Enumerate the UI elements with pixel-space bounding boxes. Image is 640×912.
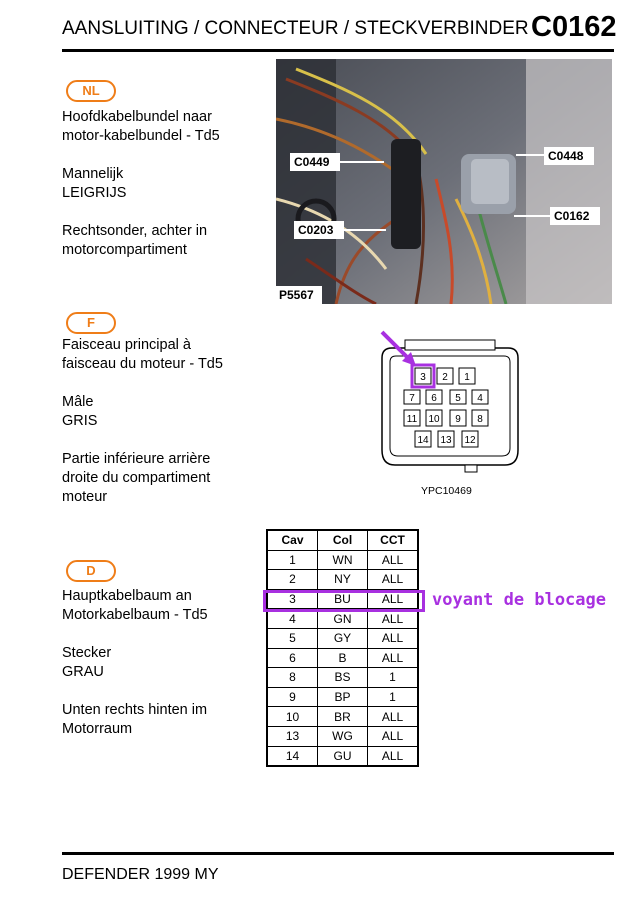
cell-cct: ALL (368, 746, 419, 766)
text-line: faisceau du moteur - Td5 (62, 356, 223, 372)
cell-col: WN (318, 550, 368, 570)
badge-f: F (66, 312, 116, 334)
pin-label: 12 (464, 435, 476, 446)
connector-code: C0162 (531, 11, 617, 43)
cell-cav: 10 (267, 707, 318, 727)
cell-cav: 1 (267, 550, 318, 570)
cell-cav: 4 (267, 609, 318, 629)
footer-text: DEFENDER 1999 MY (62, 866, 219, 883)
cell-cct: ALL (368, 726, 419, 746)
column-header: CCT (368, 530, 419, 550)
text-line: motorcompartiment (62, 242, 187, 258)
pin-label: 2 (442, 372, 448, 383)
text-line: motor-kabelbundel - Td5 (62, 128, 220, 144)
cell-col: GN (318, 609, 368, 629)
cell-cav: 13 (267, 726, 318, 746)
cell-col: BP (318, 687, 368, 707)
cell-col: NY (318, 570, 368, 590)
text-line: Stecker (62, 645, 112, 661)
pin-label: 8 (477, 414, 483, 425)
badge-nl: NL (66, 80, 116, 102)
table-row (267, 648, 418, 668)
cell-cav: 8 (267, 668, 318, 688)
row-highlight (263, 590, 425, 612)
text-line: Hauptkabelbaum an (62, 588, 192, 604)
cell-cct: ALL (368, 707, 419, 727)
pin-label: 10 (428, 414, 440, 425)
page-title: AANSLUITING / CONNECTEUR / STECKVERBINDER (62, 18, 529, 39)
cell-cct: ALL (368, 570, 419, 590)
connector-ref: YPC10469 (421, 485, 472, 497)
pin-label: 11 (406, 414, 418, 425)
pin-label: 6 (431, 393, 437, 404)
text-line: LEIGRIJS (62, 185, 127, 201)
text-line: Unten rechts hinten im (62, 702, 208, 718)
table-row (267, 707, 418, 727)
text-line: Mannelijk (62, 166, 124, 182)
cell-cct: 1 (368, 668, 419, 688)
cell-cct: 1 (368, 687, 419, 707)
connector-face-diagram (380, 330, 520, 490)
footer-rule (62, 852, 614, 855)
callout-label: C0203 (298, 223, 334, 237)
pin-label: 4 (477, 393, 483, 404)
section-d-text (62, 587, 208, 739)
badge-d: D (66, 560, 116, 582)
text-line: Faisceau principal à (62, 337, 191, 353)
pin-table (266, 529, 419, 767)
section-f-text (62, 336, 223, 507)
cell-cav: 2 (267, 570, 318, 590)
pin-label: 9 (455, 414, 461, 425)
cell-cct: ALL (368, 589, 419, 609)
cell-cav: 5 (267, 628, 318, 648)
pin-label: 13 (440, 435, 452, 446)
column-header: Cav (267, 530, 318, 550)
annotation-label: voyant de blocage (432, 590, 606, 610)
pin-label: 14 (417, 435, 429, 446)
cell-col: BU (318, 589, 368, 609)
text-line: Hoofdkabelbundel naar (62, 109, 212, 125)
header-rule (62, 49, 614, 52)
pin-label: 1 (464, 372, 470, 383)
photo-ref: P5567 (279, 288, 314, 302)
callout-label: C0162 (554, 209, 590, 223)
cell-cct: ALL (368, 609, 419, 629)
text-line: moteur (62, 489, 108, 505)
text-line: Motorraum (62, 721, 133, 737)
pin-label: 7 (409, 393, 415, 404)
cell-col: GY (318, 628, 368, 648)
section-nl-text (62, 108, 220, 260)
callout-label: C0448 (548, 149, 584, 163)
cell-col: BR (318, 707, 368, 727)
cell-cav: 9 (267, 687, 318, 707)
cell-cav: 14 (267, 746, 318, 766)
callout-label: C0449 (294, 155, 330, 169)
cell-col: BS (318, 668, 368, 688)
text-line: Rechtsonder, achter in (62, 223, 208, 239)
pin-label: 5 (455, 393, 461, 404)
table-row (267, 746, 418, 766)
cell-col: GU (318, 746, 368, 766)
text-line: GRAU (62, 664, 104, 680)
column-header: Col (318, 530, 368, 550)
cell-cct: ALL (368, 648, 419, 668)
cell-cct: ALL (368, 628, 419, 648)
cell-col: WG (318, 726, 368, 746)
text-line: GRIS (62, 413, 98, 429)
text-line: Motorkabelbaum - Td5 (62, 607, 208, 623)
table-row (267, 668, 418, 688)
table-row (267, 726, 418, 746)
text-line: droite du compartiment (62, 470, 211, 486)
pin-label: 3 (420, 372, 426, 383)
text-line: Partie inférieure arrière (62, 451, 211, 467)
cell-cav: 6 (267, 648, 318, 668)
cell-cct: ALL (368, 550, 419, 570)
text-line: Mâle (62, 394, 94, 410)
cell-cav: 3 (267, 589, 318, 609)
engine-bay-photo (276, 59, 612, 304)
table-row (267, 570, 418, 590)
table-row (267, 550, 418, 570)
table-row (267, 628, 418, 648)
cell-col: B (318, 648, 368, 668)
table-row (267, 687, 418, 707)
